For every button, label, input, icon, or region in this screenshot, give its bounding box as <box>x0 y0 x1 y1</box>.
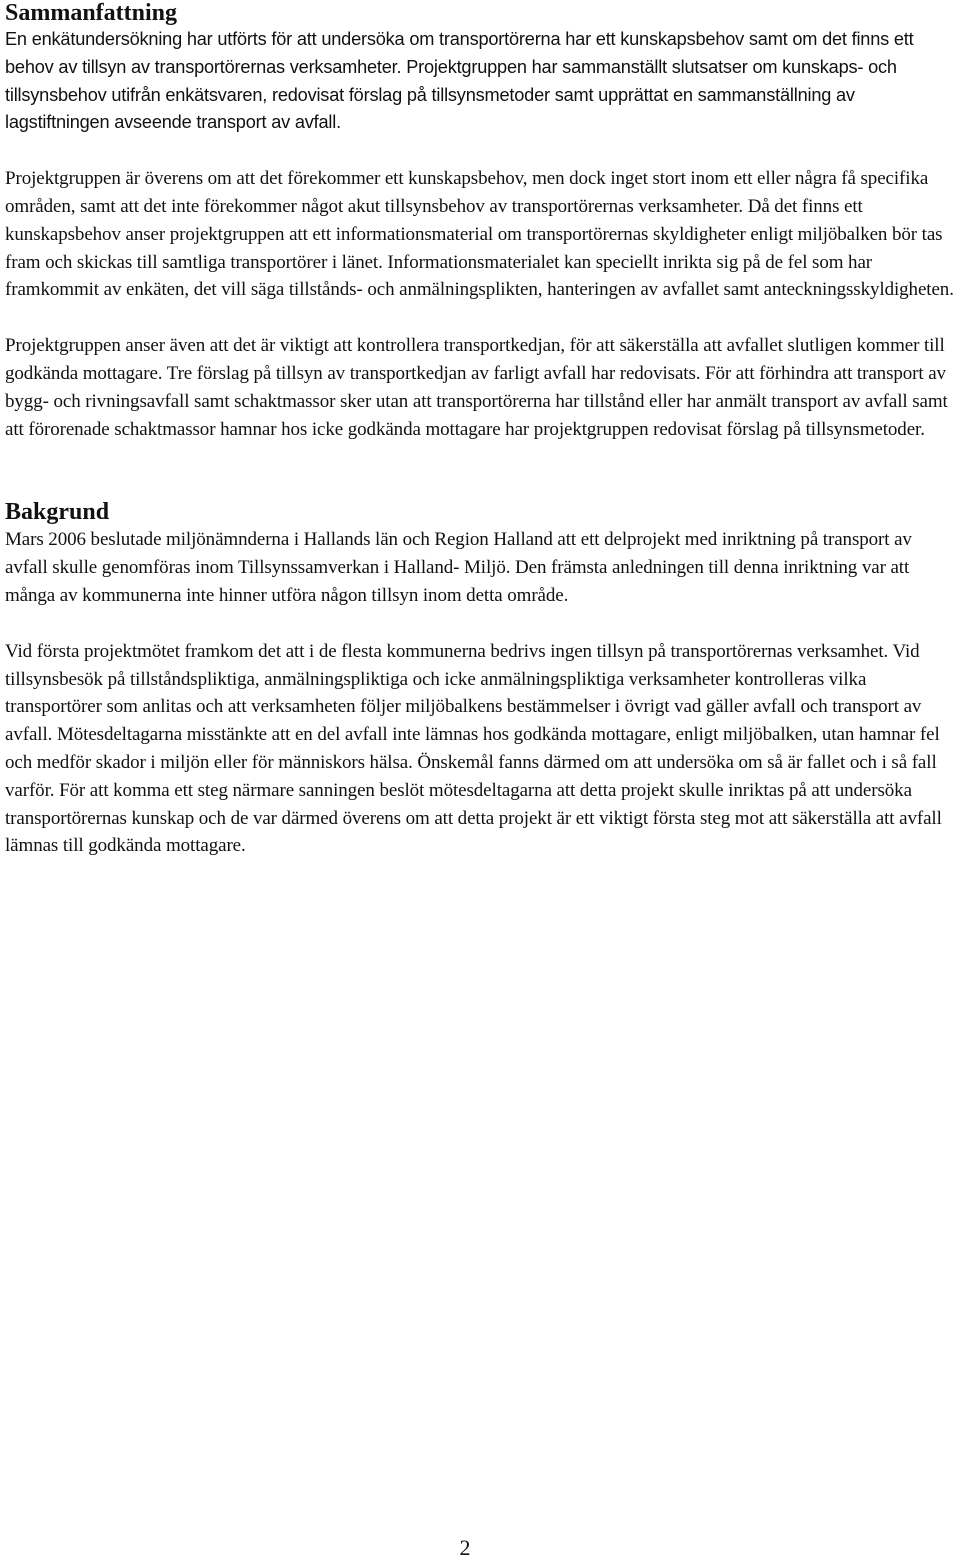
paragraph-spacer <box>5 137 957 165</box>
section-heading-summary: Sammanfattning <box>5 0 178 26</box>
document-page <box>5 0 957 860</box>
summary-paragraph-1: En enkätundersökning har utförts för att undersöka om transportörerna har ett kunskapsbehov samt om det finns ett behov av tillsyn av transportörernas verksamheter. Projektgruppen har sammanställt slutsatser om kunskaps- och tillsynsbehov utifrån enkätsvaren, redovisat förslag på tillsynsmetoder samt upprättat en sammanställning av lagstiftningen avseende transport av avfall. <box>5 29 914 133</box>
summary-paragraph-3: Projektgruppen anser även att det är viktigt att kontrollera transportkedjan, för att säkerställa att avfallet slutligen kommer till godkända mottagare. Tre förslag på tillsyn av transportkedjan av farligt avfall har redovisats. För att förhindra att transport av bygg- och rivningsavfall samt schaktmassor sker utan att transportörerna har tillstånd eller har anmält transport av avfall samt att förorenade schaktmassor hamnar hos icke godkända mottagare har projektgruppen redovisat förslag på tillsynsmetoder. <box>5 335 948 440</box>
section-heading-background: Bakgrund <box>5 499 110 526</box>
paragraph-spacer <box>5 610 957 638</box>
summary-paragraph-2: Projektgruppen är överens om att det förekommer ett kunskapsbehov, men dock inget stort inom ett eller några få specifika områden, samt att det inte förekommer något akut tillsynsbehov av transportörernas verksamheter. Då det finns ett kunskapsbehov anser projektgruppen att ett informationsmaterial om transportörernas skyldigheter enligt miljöbalken bör tas fram och skickas till samtliga transportörer i länet. Informationsmaterialet kan speciellt inrikta sig på de fel som har framkommit av enkäten, det vill säga tillstånds- och anmälningsplikten, hanteringen av avfallet samt anteckningsskyldigheten. <box>5 168 954 301</box>
background-paragraph-1: Mars 2006 beslutade miljönämnderna i Hallands län och Region Halland att ett delprojekt med inriktning på transport av avfall skulle genomföras inom Tillsynssamverkan i Halland- Miljö. Den främsta anledningen till denna inriktning var att många av kommunerna inte hinner utföra någon tillsyn inom detta område. <box>5 529 912 606</box>
section-spacer <box>5 443 957 498</box>
background-paragraph-2: Vid första projektmötet framkom det att i de flesta kommunerna bedrivs ingen tillsyn på transportörernas verksamhet. Vid tillsynsbesök på tillståndspliktiga, anmälningspliktiga och icke anmälningspliktiga verksamheter kontrolleras vilka transportörer som anlitas och att verksamheten följer miljöbalkens bestämmelser i övrigt vad gäller avfall och transport av avfall. Mötesdeltagarna misstänkte att en del avfall inte lämnas hos godkända mottagare, enligt miljöbalken, utan hamnar fel och medför skador i miljön eller för människors hälsa. Önskemål fanns därmed om att undersöka om så är fallet och i så fall varför. För att komma ett steg närmare sanningen beslöt mötesdeltagarna att detta projekt skulle inriktas på att undersöka transportörernas kunskap och de var därmed överens om att detta projekt är ett viktigt första steg mot att säkerställa att avfall lämnas till godkända mottagare. <box>5 640 942 857</box>
paragraph-spacer <box>5 304 957 332</box>
page-number: 2 <box>459 1535 471 1560</box>
page-number-footer <box>0 1536 930 1560</box>
